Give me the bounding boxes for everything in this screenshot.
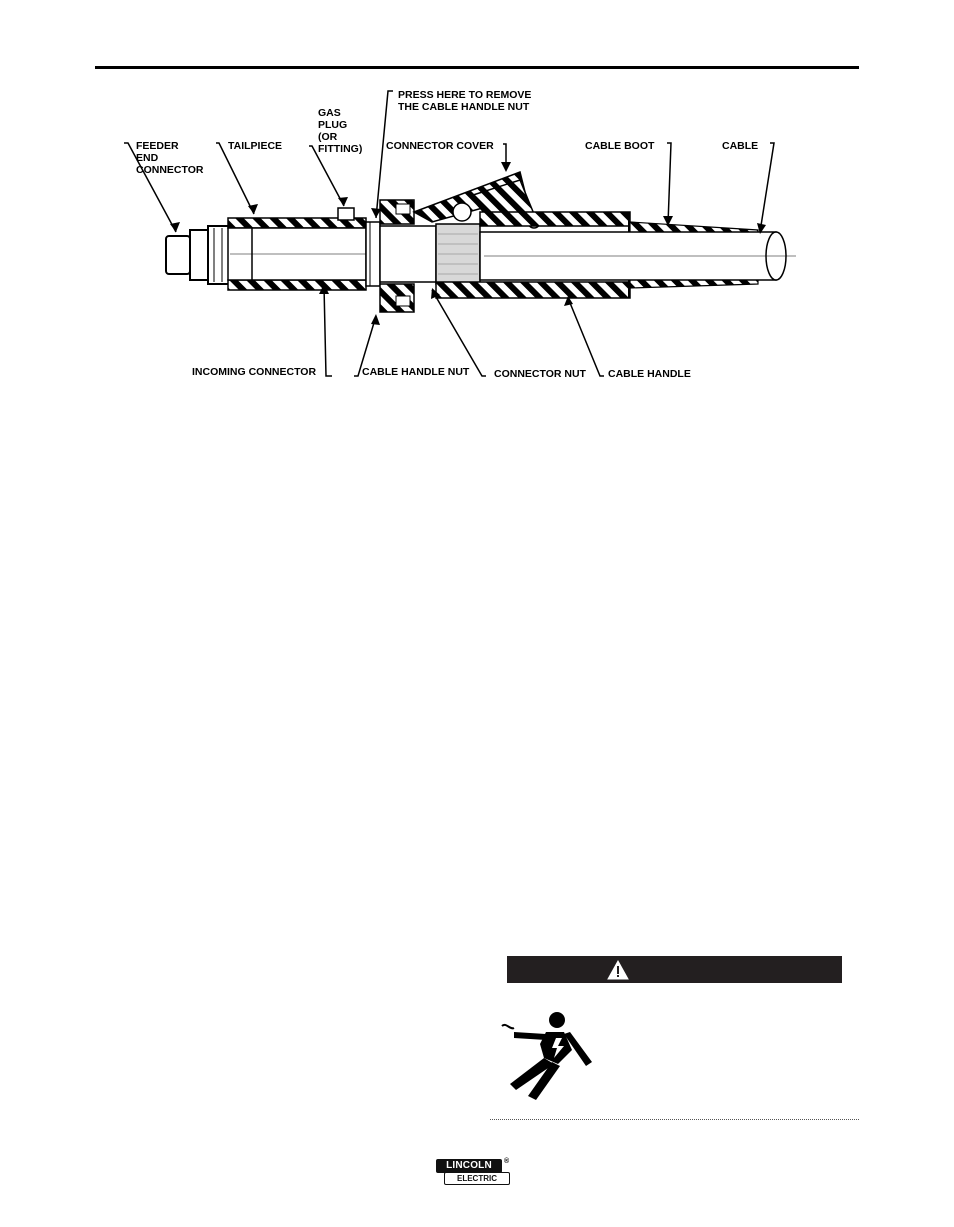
label-press-here-1: PRESS HERE TO REMOVE [398, 89, 532, 101]
label-connector-nut: CONNECTOR NUT [494, 368, 586, 380]
dotted-divider [490, 1119, 859, 1120]
warning-bar [507, 956, 842, 983]
logo-registered-mark: ® [504, 1158, 510, 1165]
cable-connector-diagram [0, 0, 954, 400]
connector-nut-shape [436, 224, 480, 284]
label-incoming-connector: INCOMING CONNECTOR [192, 366, 317, 378]
logo-bottom: ELECTRIC [444, 1172, 510, 1185]
label-gas-plug-1: GAS [318, 107, 341, 119]
label-gas-plug-4: FITTING) [318, 143, 363, 155]
cable-shape [480, 232, 796, 280]
electric-shock-icon [500, 1010, 600, 1104]
incoming-connector-shape [366, 222, 436, 286]
label-tailpiece: TAILPIECE [228, 140, 283, 152]
label-connector-cover: CONNECTOR COVER [386, 140, 494, 152]
tailpiece-shape [228, 208, 366, 290]
label-cable: CABLE [722, 140, 759, 152]
label-feeder-3: CONNECTOR [136, 164, 204, 176]
label-feeder-1: FEEDER [136, 140, 179, 152]
lincoln-electric-logo [436, 1159, 514, 1186]
label-cable-handle: CABLE HANDLE [608, 368, 691, 380]
label-cable-handle-nut: CABLE HANDLE NUT [362, 366, 470, 378]
label-feeder-2: END [136, 152, 159, 164]
logo-top: LINCOLN [436, 1159, 502, 1173]
label-gas-plug-3: (OR [318, 131, 338, 143]
label-gas-plug-2: PLUG [318, 119, 348, 131]
warning-triangle-icon [607, 960, 629, 980]
label-cable-boot: CABLE BOOT [585, 140, 655, 152]
feeder-end-connector-shape [166, 226, 230, 284]
label-press-here-2: THE CABLE HANDLE NUT [398, 101, 530, 113]
